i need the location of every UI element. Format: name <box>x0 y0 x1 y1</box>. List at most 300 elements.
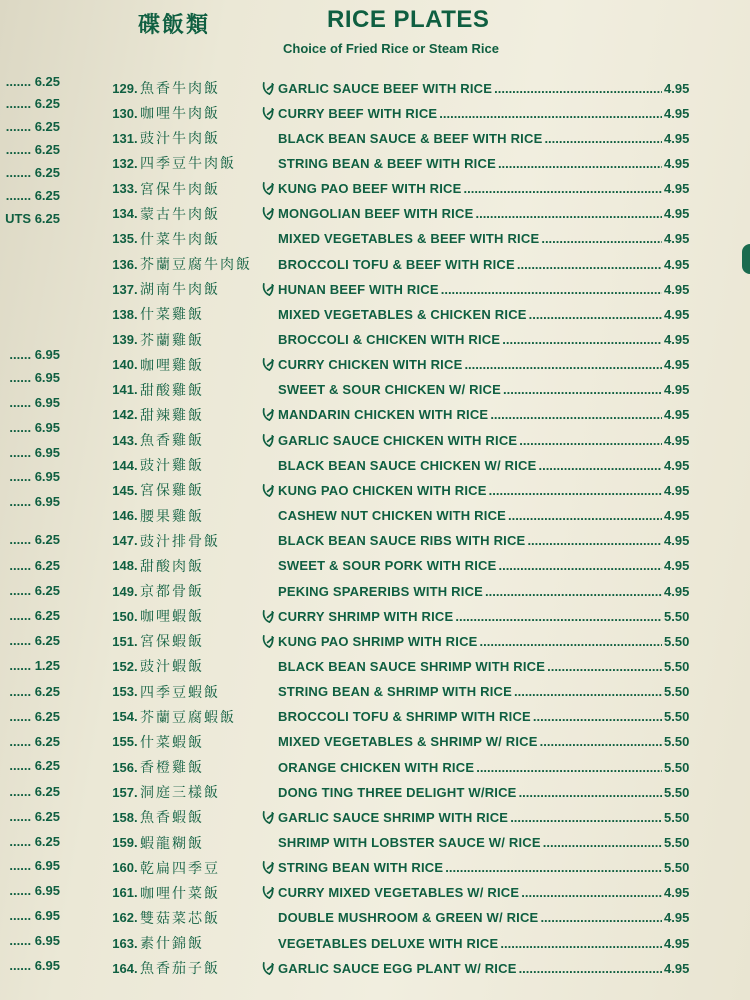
spacer <box>258 784 278 800</box>
hot-pepper-icon <box>258 181 278 197</box>
item-price: 4.95 <box>664 960 690 976</box>
dot-leader <box>476 760 662 775</box>
hot-pepper-icon <box>258 885 278 901</box>
item-english-name: BLACK BEAN SAUCE CHICKEN W/ RICE <box>278 457 537 473</box>
spacer <box>258 658 278 674</box>
item-english-name: SHRIMP WITH LOBSTER SAUCE W/ RICE <box>278 835 541 850</box>
item-number-dot: . <box>134 155 138 171</box>
dot-leader <box>538 458 662 473</box>
menu-item <box>104 428 704 452</box>
item-price: 4.95 <box>664 382 690 398</box>
dot-leader <box>502 332 662 347</box>
item-number: 147 <box>112 533 134 549</box>
item-english-name: STRING BEAN & SHRIMP WITH RICE <box>278 684 512 700</box>
menu-item <box>104 453 704 477</box>
item-chinese-name: 什菜牛肉飯 <box>140 231 220 248</box>
spacer <box>258 835 278 851</box>
item-chinese-name: 甜酸肉飯 <box>140 558 204 575</box>
hot-pepper-icon <box>258 482 278 498</box>
spacer <box>258 583 278 599</box>
spacer <box>258 457 278 473</box>
spacer <box>258 734 278 750</box>
item-english-name: KUNG PAO CHICKEN WITH RICE <box>278 482 487 498</box>
item-chinese-name: 素什錦飯 <box>140 936 204 953</box>
menu-item <box>104 177 704 201</box>
menu-item <box>104 151 704 175</box>
spacer <box>258 684 278 700</box>
menu-item <box>104 805 704 829</box>
item-number-dot: . <box>134 206 138 222</box>
hot-pepper-icon <box>258 860 278 876</box>
spacer <box>258 155 278 171</box>
dot-leader <box>439 106 662 121</box>
item-number: 158 <box>112 809 134 825</box>
item-price: 4.95 <box>664 206 690 222</box>
spacer <box>258 256 278 272</box>
item-english-name: BLACK BEAN SAUCE SHRIMP WITH RICE <box>278 658 546 674</box>
menu-item <box>104 831 704 855</box>
item-number: 129 <box>112 80 134 96</box>
item-number: 151 <box>112 633 134 649</box>
left-column-price: ....... 6.25 <box>5 165 60 180</box>
menu-item <box>104 881 704 905</box>
dot-leader <box>475 206 662 221</box>
left-column-price: ...... 6.25 <box>9 709 60 724</box>
item-number: 161 <box>112 885 134 901</box>
item-price: 5.50 <box>664 608 690 624</box>
item-number: 156 <box>112 759 134 775</box>
left-column-price: ....... 6.25 <box>5 119 60 134</box>
item-number-dot: . <box>134 231 138 247</box>
item-number: 154 <box>112 709 134 725</box>
left-column-price: ....... 6.25 <box>5 74 60 89</box>
item-number: 150 <box>112 608 134 624</box>
spacer <box>258 130 278 146</box>
hot-pepper-icon <box>258 80 278 96</box>
menu-item <box>104 378 704 402</box>
item-number-dot: . <box>134 759 138 775</box>
dot-leader <box>485 584 662 599</box>
left-column-price: ...... 6.95 <box>9 370 60 385</box>
item-number-dot: . <box>134 482 138 498</box>
item-english-name: GARLIC SAUCE BEEF WITH RICE <box>278 80 493 96</box>
spacer <box>258 709 278 725</box>
spacer <box>258 508 278 524</box>
menu-item <box>104 277 704 301</box>
item-english-name: SWEET & SOUR CHICKEN W/ RICE <box>278 382 501 398</box>
left-column-price: ...... 6.95 <box>9 469 60 484</box>
left-column-price: ...... 6.25 <box>9 558 60 573</box>
item-chinese-name: 腰果雞飯 <box>140 508 204 525</box>
menu-item <box>104 629 704 653</box>
item-chinese-name: 甜辣雞飯 <box>140 407 204 424</box>
hot-pepper-icon <box>258 432 278 448</box>
item-english-name: VEGETABLES DELUXE WITH RICE <box>278 935 499 951</box>
item-number: 164 <box>112 960 134 976</box>
spacer <box>258 332 278 348</box>
item-english-name: DONG TING THREE DELIGHT W/RICE <box>278 784 517 800</box>
menu-item <box>104 680 704 704</box>
dot-leader <box>490 407 662 422</box>
menu-item <box>104 755 704 779</box>
left-column-price: ...... 6.25 <box>9 734 60 749</box>
menu-item <box>104 856 704 880</box>
dot-leader <box>547 659 662 674</box>
dot-leader <box>544 131 662 146</box>
item-number-dot: . <box>134 181 138 197</box>
item-number-dot: . <box>134 784 138 800</box>
menu-item <box>104 353 704 377</box>
item-chinese-name: 芥蘭雞飯 <box>140 332 204 349</box>
item-number-dot: . <box>134 960 138 976</box>
dot-leader <box>464 357 662 372</box>
dot-leader <box>441 282 662 297</box>
item-english-name: PEKING SPARERIBS WITH RICE <box>278 583 484 599</box>
item-number: 142 <box>112 407 134 423</box>
left-column-price: ...... 6.95 <box>9 494 60 509</box>
hot-pepper-icon <box>258 960 278 976</box>
item-price: 4.95 <box>664 105 690 121</box>
left-column-price: ...... 6.95 <box>9 445 60 460</box>
item-price: 4.95 <box>664 80 690 96</box>
item-english-name: GARLIC SAUCE CHICKEN WITH RICE <box>278 432 518 448</box>
dot-leader <box>494 81 662 96</box>
menu-item <box>104 504 704 528</box>
item-number: 148 <box>112 558 134 574</box>
dot-leader <box>503 382 662 397</box>
item-price: 5.50 <box>664 759 690 775</box>
menu-item <box>104 76 704 100</box>
item-number-dot: . <box>134 508 138 524</box>
menu-item <box>104 101 704 125</box>
item-price: 4.95 <box>664 306 690 322</box>
item-number: 141 <box>112 382 134 398</box>
item-price: 4.95 <box>664 181 690 197</box>
left-column-price: ...... 6.25 <box>9 583 60 598</box>
menu-item <box>104 227 704 251</box>
left-column-price: ...... 1.25 <box>9 658 60 673</box>
menu-item <box>104 956 704 980</box>
item-number: 153 <box>112 684 134 700</box>
left-column-price: ...... 6.95 <box>9 908 60 923</box>
left-column-price: ...... 6.25 <box>9 532 60 547</box>
dot-leader <box>540 910 662 925</box>
dot-leader <box>527 533 662 548</box>
dot-leader <box>529 307 662 322</box>
item-price: 4.95 <box>664 508 690 524</box>
dot-leader <box>519 433 662 448</box>
item-number: 136 <box>112 256 134 272</box>
item-number-dot: . <box>134 885 138 901</box>
left-column-price: ...... 6.25 <box>9 608 60 623</box>
item-english-name: CURRY CHICKEN WITH RICE <box>278 357 463 373</box>
menu-item <box>104 202 704 226</box>
item-number: 138 <box>112 306 134 322</box>
item-price: 4.95 <box>664 432 690 448</box>
item-price: 4.95 <box>664 231 690 247</box>
item-price: 4.95 <box>664 130 690 146</box>
left-column-price: ...... 6.25 <box>9 684 60 699</box>
spacer <box>258 910 278 926</box>
menu-item <box>104 780 704 804</box>
menu-item <box>104 705 704 729</box>
dot-leader <box>489 483 662 498</box>
item-english-name: CURRY BEEF WITH RICE <box>278 105 438 121</box>
dot-leader <box>498 558 662 573</box>
item-number: 130 <box>112 105 134 121</box>
menu-item <box>104 931 704 955</box>
item-chinese-name: 魚香蝦飯 <box>140 810 204 827</box>
item-number: 160 <box>112 860 134 876</box>
dot-leader <box>519 961 662 976</box>
menu-item <box>104 730 704 754</box>
menu-item <box>104 252 704 276</box>
item-number: 145 <box>112 482 134 498</box>
left-column-price: ...... 6.95 <box>9 395 60 410</box>
hot-pepper-icon <box>258 206 278 222</box>
spacer <box>258 306 278 322</box>
item-chinese-name: 四季豆牛肉飯 <box>140 156 236 173</box>
item-number-dot: . <box>134 835 138 850</box>
left-column-price: ...... 6.25 <box>9 809 60 824</box>
item-chinese-name: 咖哩什菜飯 <box>140 885 220 902</box>
item-price: 4.95 <box>664 935 690 951</box>
item-price: 4.95 <box>664 357 690 373</box>
menu-item <box>104 302 704 326</box>
item-number: 152 <box>112 658 134 674</box>
item-number: 159 <box>112 835 134 850</box>
item-chinese-name: 什菜蝦飯 <box>140 734 204 751</box>
item-number: 132 <box>112 155 134 171</box>
page-tab-marker <box>742 244 750 274</box>
left-column-price: ....... 6.25 <box>5 142 60 157</box>
item-english-name: HUNAN BEEF WITH RICE <box>278 281 439 297</box>
spacer <box>258 935 278 951</box>
hot-pepper-icon <box>258 281 278 297</box>
left-column-price: ...... 6.25 <box>9 784 60 799</box>
item-number: 162 <box>112 910 134 926</box>
item-chinese-name: 湖南牛肉飯 <box>140 282 220 299</box>
dot-leader <box>519 785 662 800</box>
dot-leader <box>455 609 662 624</box>
item-number-dot: . <box>134 658 138 674</box>
item-number-dot: . <box>134 432 138 448</box>
item-number-dot: . <box>134 935 138 951</box>
item-number-dot: . <box>134 281 138 297</box>
item-english-name: MANDARIN CHICKEN WITH RICE <box>278 407 489 423</box>
item-english-name: KUNG PAO BEEF WITH RICE <box>278 181 462 197</box>
dot-leader <box>543 835 662 850</box>
item-number: 143 <box>112 432 134 448</box>
item-chinese-name: 宮保蝦飯 <box>140 634 204 651</box>
dot-leader <box>498 156 662 171</box>
item-number: 133 <box>112 181 134 197</box>
item-number: 157 <box>112 784 134 800</box>
item-chinese-name: 甜酸雞飯 <box>140 382 204 399</box>
item-english-name: STRING BEAN & BEEF WITH RICE <box>278 155 496 171</box>
item-english-name: KUNG PAO SHRIMP WITH RICE <box>278 633 478 649</box>
item-number-dot: . <box>134 256 138 272</box>
item-price: 5.50 <box>664 835 690 850</box>
item-price: 5.50 <box>664 684 690 700</box>
menu-item <box>104 654 704 678</box>
item-price: 5.50 <box>664 658 690 674</box>
item-chinese-name: 咖哩牛肉飯 <box>140 106 220 123</box>
item-english-name: BROCCOLI & CHICKEN WITH RICE <box>278 332 501 347</box>
dot-leader <box>445 860 662 875</box>
item-chinese-name: 豉汁牛肉飯 <box>140 131 220 148</box>
item-number-dot: . <box>134 332 138 347</box>
spacer <box>258 558 278 574</box>
section-subtitle: Choice of Fried Rice or Steam Rice <box>283 41 500 56</box>
left-column-price: ...... 6.95 <box>9 858 60 873</box>
item-number: 135 <box>112 231 134 247</box>
item-chinese-name: 魚香牛肉飯 <box>140 81 220 97</box>
item-english-name: MIXED VEGETABLES & BEEF WITH RICE <box>278 231 540 247</box>
item-chinese-name: 豉汁蝦飯 <box>140 659 204 676</box>
item-number-dot: . <box>134 558 138 574</box>
dot-leader <box>541 231 662 246</box>
menu-item <box>104 529 704 553</box>
item-number: 137 <box>112 281 134 297</box>
menu-item <box>104 126 704 150</box>
item-english-name: BLACK BEAN SAUCE & BEEF WITH RICE <box>278 130 543 146</box>
item-price: 4.95 <box>664 407 690 423</box>
left-column-price: ...... 6.25 <box>9 633 60 648</box>
item-price: 4.95 <box>664 910 690 926</box>
left-column-price: ...... 6.95 <box>9 420 60 435</box>
item-price: 5.50 <box>664 633 690 649</box>
item-chinese-name: 什菜雞飯 <box>140 307 204 324</box>
item-chinese-name: 乾扁四季豆 <box>140 860 220 877</box>
item-price: 4.95 <box>664 885 690 901</box>
item-number-dot: . <box>134 457 138 473</box>
hot-pepper-icon <box>258 407 278 423</box>
hot-pepper-icon <box>258 105 278 121</box>
item-number-dot: . <box>134 583 138 599</box>
item-number-dot: . <box>134 80 138 96</box>
item-chinese-name: 洞庭三樣飯 <box>140 785 220 802</box>
menu-item <box>104 604 704 628</box>
item-english-name: SWEET & SOUR PORK WITH RICE <box>278 558 497 574</box>
item-english-name: GARLIC SAUCE EGG PLANT W/ RICE <box>278 960 517 976</box>
left-column-price: ...... 6.25 <box>9 758 60 773</box>
spacer <box>258 759 278 775</box>
item-number-dot: . <box>134 407 138 423</box>
dot-leader <box>510 810 662 825</box>
item-number: 144 <box>112 457 134 473</box>
hot-pepper-icon <box>258 608 278 624</box>
item-number: 134 <box>112 206 134 222</box>
item-price: 4.95 <box>664 332 690 347</box>
item-chinese-name: 京都骨飯 <box>140 584 204 600</box>
item-english-name: MONGOLIAN BEEF WITH RICE <box>278 206 474 222</box>
item-number-dot: . <box>134 734 138 750</box>
item-english-name: DOUBLE MUSHROOM & GREEN W/ RICE <box>278 910 539 926</box>
item-number-dot: . <box>134 608 138 624</box>
chinese-section-title: 碟飯類 <box>138 12 211 38</box>
item-number-dot: . <box>134 709 138 725</box>
dot-leader <box>517 257 662 272</box>
item-chinese-name: 魚香雞飯 <box>140 433 204 450</box>
left-column-price: ...... 6.95 <box>9 347 60 362</box>
item-number: 140 <box>112 357 134 373</box>
item-price: 4.95 <box>664 281 690 297</box>
left-column-price: ....... 6.25 <box>5 188 60 203</box>
item-number: 155 <box>112 734 134 750</box>
item-english-name: CURRY MIXED VEGETABLES W/ RICE <box>278 885 520 901</box>
item-number: 131 <box>112 130 134 146</box>
item-chinese-name: 魚香茄子飯 <box>140 961 220 978</box>
item-chinese-name: 宮保雞飯 <box>140 483 204 500</box>
item-number: 163 <box>112 935 134 951</box>
item-number-dot: . <box>134 533 138 549</box>
dot-leader <box>480 634 662 649</box>
item-english-name: CASHEW NUT CHICKEN WITH RICE <box>278 508 507 524</box>
item-price: 4.95 <box>664 482 690 498</box>
item-chinese-name: 蝦龍糊飯 <box>140 835 204 852</box>
dot-leader <box>521 885 662 900</box>
item-number-dot: . <box>134 684 138 700</box>
item-chinese-name: 芥蘭豆腐牛肉飯 <box>140 257 252 274</box>
left-column-price: ...... 6.95 <box>9 933 60 948</box>
item-price: 5.50 <box>664 709 690 725</box>
item-price: 5.50 <box>664 734 690 750</box>
item-chinese-name: 咖哩蝦飯 <box>140 609 204 626</box>
menu-item <box>104 906 704 930</box>
item-chinese-name: 四季豆蝦飯 <box>140 684 220 701</box>
left-column-price: UTS 6.25 <box>5 211 60 226</box>
item-chinese-name: 宮保牛肉飯 <box>140 181 220 198</box>
item-number-dot: . <box>134 306 138 322</box>
item-number-dot: . <box>134 910 138 926</box>
item-number-dot: . <box>134 105 138 121</box>
menu-item <box>104 328 704 352</box>
dot-leader <box>463 181 662 196</box>
item-number-dot: . <box>134 809 138 825</box>
item-price: 4.95 <box>664 457 690 473</box>
item-number-dot: . <box>134 860 138 876</box>
item-number-dot: . <box>134 357 138 373</box>
left-column-price: ...... 6.95 <box>9 883 60 898</box>
menu-item <box>104 554 704 578</box>
item-english-name: BLACK BEAN SAUCE RIBS WITH RICE <box>278 533 526 549</box>
left-column-price: ....... 6.25 <box>5 96 60 111</box>
item-number-dot: . <box>134 382 138 398</box>
spacer <box>258 533 278 549</box>
item-chinese-name: 雙菇菜芯飯 <box>140 910 220 927</box>
item-english-name: STRING BEAN WITH RICE <box>278 860 444 876</box>
item-number: 139 <box>112 332 134 347</box>
dot-leader <box>508 508 662 523</box>
dot-leader <box>500 936 662 951</box>
hot-pepper-icon <box>258 357 278 373</box>
item-price: 5.50 <box>664 860 690 876</box>
item-price: 5.50 <box>664 784 690 800</box>
item-price: 5.50 <box>664 809 690 825</box>
item-number: 146 <box>112 508 134 524</box>
item-english-name: GARLIC SAUCE SHRIMP WITH RICE <box>278 809 509 825</box>
dot-leader <box>533 709 662 724</box>
item-english-name: MIXED VEGETABLES & SHRIMP W/ RICE <box>278 734 538 750</box>
item-english-name: MIXED VEGETABLES & CHICKEN RICE <box>278 306 527 322</box>
section-title: RICE PLATES <box>327 6 490 33</box>
item-number: 149 <box>112 583 134 599</box>
left-column-price: ...... 6.25 <box>9 834 60 849</box>
item-price: 4.95 <box>664 558 690 574</box>
item-chinese-name: 蒙古牛肉飯 <box>140 206 220 223</box>
item-chinese-name: 豉汁排骨飯 <box>140 533 220 550</box>
